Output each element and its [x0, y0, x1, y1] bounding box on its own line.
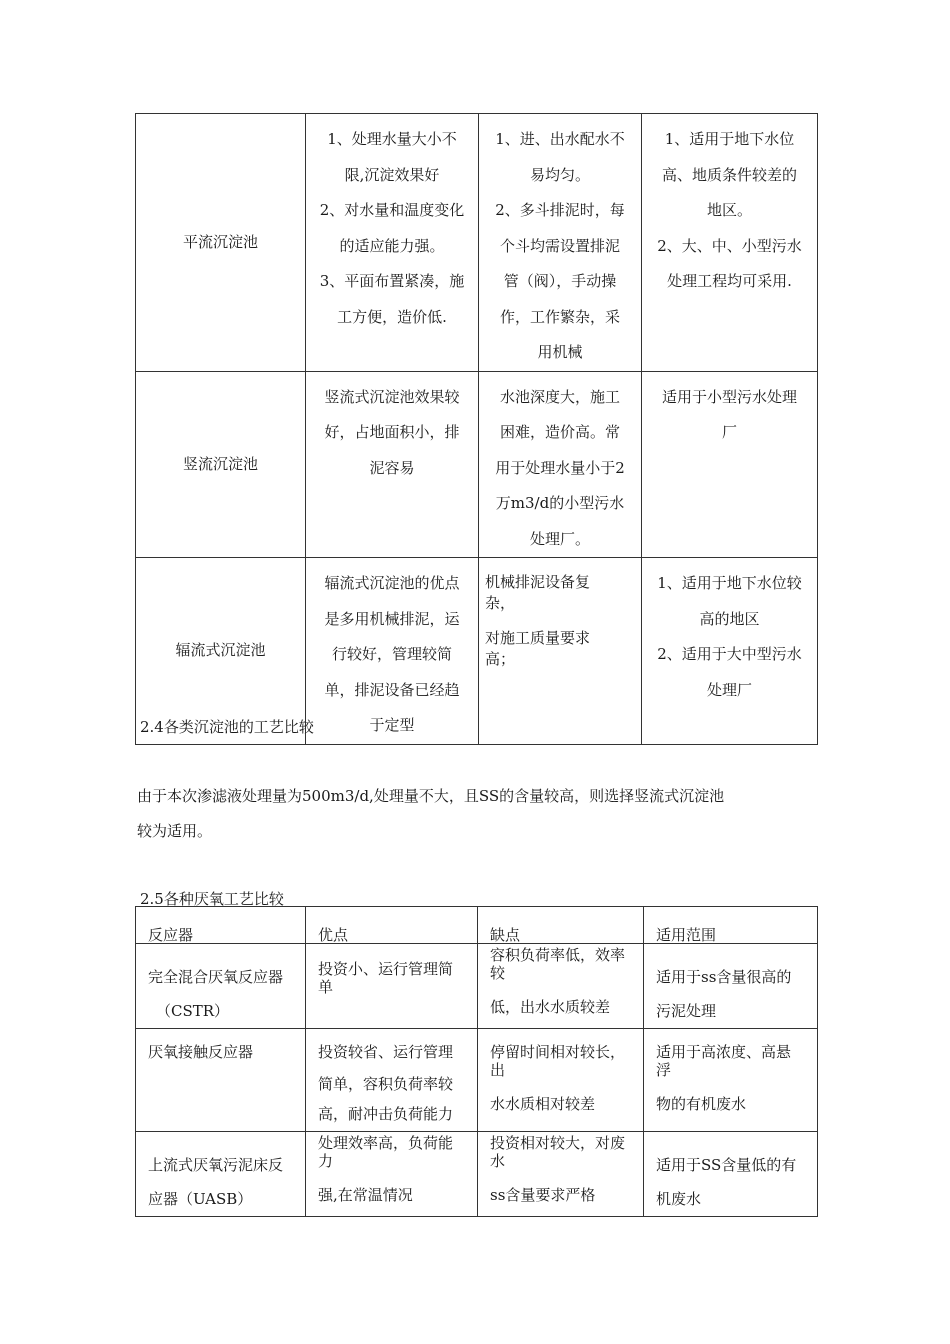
reactor-cell: 完全混合厌氧反应器 （CSTR） [136, 944, 306, 1029]
section-caption: 2.4各类沉淀池的工艺比较 [140, 718, 314, 736]
reactor-cell: 厌氧接触反应器 [136, 1029, 306, 1132]
table-row [136, 1029, 818, 1132]
disadvantage-cell: 1、进、出水配水不 易均匀。 2、多斗排泥时，每 个斗均需设置排泥 管（阀），手动操 作，工作繁杂，采 用机械 [479, 114, 642, 372]
table-row [136, 114, 818, 372]
advantage-cell: 辐流式沉淀池的优点 是多用机械排泥，运 行较好，管理较简 单，排泥设备已经趋 于定型 [306, 558, 479, 745]
anaerobic-process-table [135, 906, 818, 1217]
advantage-cell: 1、处理水量大小不 限,沉淀效果好 2、对水量和温度变化 的适应能力强。 3、平面布置紧凑，施 工方便，造价低. [306, 114, 479, 372]
column-header: 适用范围 [644, 907, 818, 944]
application-cell: 适用于小型污水处理 厂 [642, 371, 818, 558]
advantage-cell: 投资较省、运行管理 简单，容积负荷率较 高，耐冲击负荷能力 [306, 1029, 478, 1132]
tank-name-cell: 辐流式沉淀池 [136, 558, 306, 745]
application-cell: 1、适用于地下水位较 高的地区 2、适用于大中型污水 处理厂 [642, 558, 818, 745]
advantage-cell: 处理效率高，负荷能 力 强,在常温情况 [306, 1132, 478, 1217]
disadvantage-cell: 停留时间相对较长， 出 水水质相对较差 [478, 1029, 644, 1132]
reactor-cell: 上流式厌氧污泥床反 应器（UASB） [136, 1132, 306, 1217]
column-header: 优点 [306, 907, 478, 944]
column-header: 反应器 [136, 907, 306, 944]
application-cell: 适用于高浓度、高悬 浮 物的有机废水 [644, 1029, 818, 1132]
tank-name-cell: 平流沉淀池 [136, 114, 306, 372]
advantage-cell: 竖流式沉淀池效果较 好，占地面积小，排 泥容易 [306, 371, 479, 558]
body-paragraph: 由于本次渗滤液处理量为500m3/d,处理量不大，且SS的含量较高，则选择竖流式沉淀池 较为适用。 [137, 787, 725, 840]
table-row [136, 371, 818, 558]
application-cell: 1、适用于地下水位 高、地质条件较差的 地区。 2、大、中、小型污水 处理工程均可采用. [642, 114, 818, 372]
advantage-cell: 投资小、运行管理简 单 [306, 944, 478, 1029]
disadvantage-cell: 机械排泥设备复 杂， 对施工质量要求 高； [479, 558, 642, 745]
table-row [136, 944, 818, 1029]
tank-name-cell: 竖流沉淀池 [136, 371, 306, 558]
table-row [136, 1132, 818, 1217]
application-cell: 适用于SS含量低的有 机废水 [644, 1132, 818, 1217]
disadvantage-cell: 投资相对较大，对废 水 ss含量要求严格 [478, 1132, 644, 1217]
disadvantage-cell: 容积负荷率低，效率 较 低，出水水质较差 [478, 944, 644, 1029]
column-header: 缺点 [478, 907, 644, 944]
table-header-row [136, 907, 818, 944]
sedimentation-tank-table [135, 113, 818, 745]
application-cell: 适用于ss含量很高的 污泥处理 [644, 944, 818, 1029]
section-caption: 2.5各种厌氧工艺比较 [140, 890, 284, 908]
disadvantage-cell: 水池深度大，施工 困难，造价高。常 用于处理水量小于2 万m3/d的小型污水 处理厂。 [479, 371, 642, 558]
